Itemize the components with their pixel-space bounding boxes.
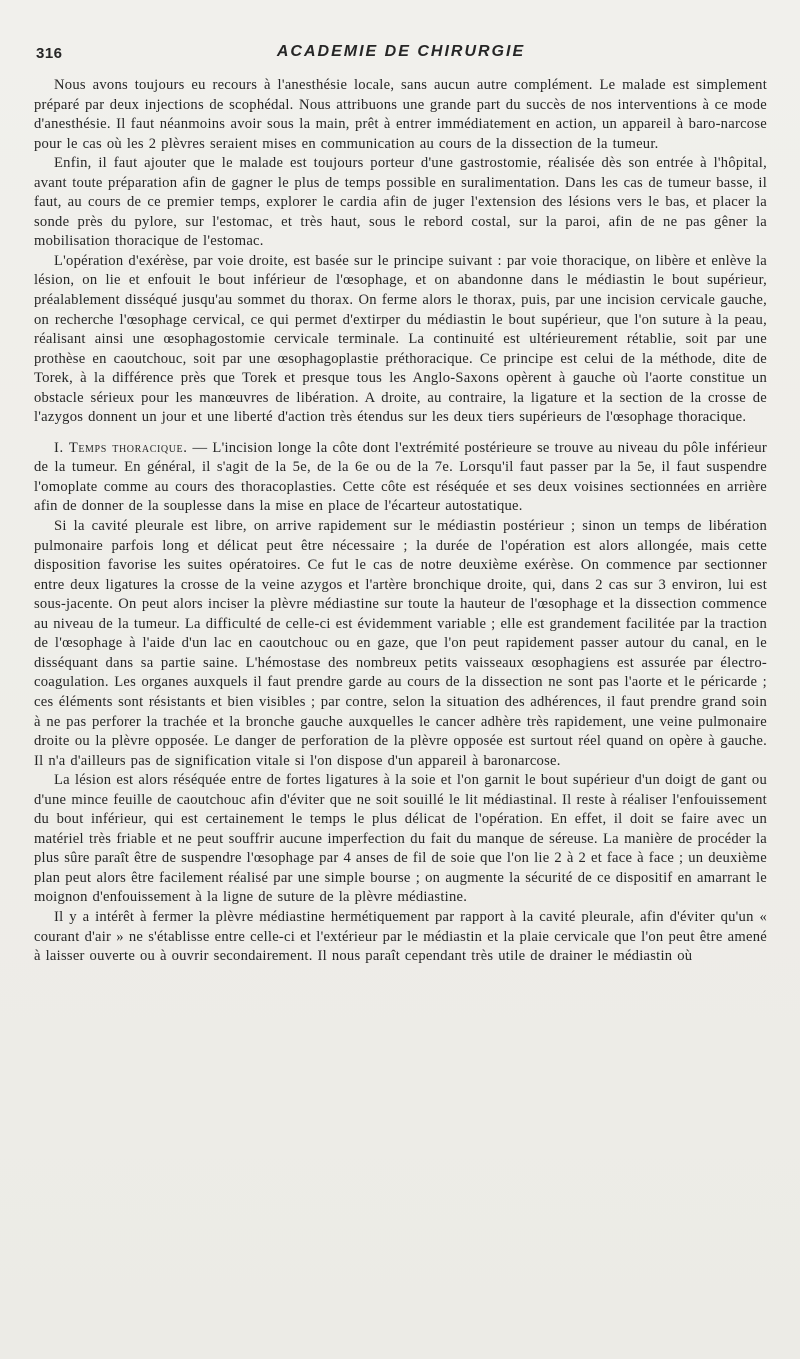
journal-title: ACADEMIE DE CHIRURGIE: [276, 43, 526, 60]
body-text: [34, 76, 767, 967]
paragraph-gastrostomy: Enfin, il faut ajouter que le malade est toujours porteur d'une gastrostomie, réalisée dès son entrée à l'hôpital, avant toute préparation afin de gagner le plus de temps possible en suralimentation. Dans les cas de tumeur basse, il faut, au cours de ce premier temps, explorer le cardia afin de juger l'extension des lésions vers le bas, et placer la sonde près du pylore, sur l'estomac, et très haut, sous le rebord costal, sur la paroi, afin de ne pas gêner la mobilisation thoracique de l'estomac.: [34, 155, 767, 250]
paragraph-mediastinal-pleura: Il y a intérêt à fermer la plèvre médiastine hermétiquement par rapport à la cavité pleurale, afin d'éviter qu'un « courant d'air » ne s'établisse entre celle-ci et l'extérieur par le médiastin et la plaie cervicale que l'on peut être amené à laisser ouverte ou à ouvrir secondairement. Il nous paraît cependant très utile de drainer le médiastin où: [34, 908, 767, 965]
paragraph-anesthesia: Nous avons toujours eu recours à l'anesthésie locale, sans aucun autre complément. Le malade est simplement préparé par deux injections de scophédal. Nous attribuons une grande part du succès de nos interventions à ce mode d'anesthésie. Il faut néanmoins avoir sous la main, prêt à entrer immédiatement en action, un appareil à baro-narcose pour le cas où les 2 plèvres seraient mises en communication au cours de la dissection de la tumeur.: [34, 77, 767, 152]
running-head: [36, 41, 766, 67]
page-number: 316: [36, 45, 63, 62]
section-heading: I. Temps thoracique.: [54, 439, 188, 456]
paragraph-exeresis-principle: L'opération d'exérèse, par voie droite, est basée sur le principe suivant : par voie thoracique, on libère et enlève la lésion, on lie et enfouit le bout inférieur de l'œsophage, et on abandonne dans le médiastin le bout supérieur, préalablement disséqué jusqu'au sommet du thorax. On ferme alors le thorax, puis, par une incision cervicale gauche, on recherche l'œsophage cervical, ce qui permet d'extirper du médiastin le bout supérieur, que l'on suture à la peau, réalisant ainsi une œsophagostomie cervicale terminale. La continuité est ultérieurement rétablie, soit par une prothèse en caoutchouc, soit par une œsophagoplastie préthoracique. Ce principe est celui de la méthode, dite de Torek, à la différence près que Torek et presque tous les Anglo-Saxons opèrent à gauche où l'aorte constitue un obstacle sérieux pour les manœuvres de libération. A droite, au contraire, la ligature et la section de la crosse de l'azygos donnent un jour et une liberté d'action très étendus sur les deux tiers supérieurs de l'œsophage thoracique.: [34, 252, 767, 426]
paragraph-thoracic-stage: [34, 439, 767, 517]
paragraph-pleural-cavity: Si la cavité pleurale est libre, on arrive rapidement sur le médiastin postérieur ; sinon un temps de libération pulmonaire parfois long et délicat peut être nécessaire ; la durée de l'opération est alors allongée, mais cette disposition favorise les suites opératoires. Ce fut le cas de notre deuxième exérèse. On commence par sectionner entre deux ligatures la crosse de la veine azygos et l'artère bronchique droite, qui, dans 2 cas sur 3 environ, lui est sous-jacente. On peut alors inciser la plèvre médiastine sur toute la hauteur de l'œsophage et la dissection commence au niveau de la tumeur. La difficulté de celle-ci est évidemment variable ; elle est grandement facilitée par la traction de l'œsophage à l'aide d'un lac en caoutchouc ou en gaze, que l'on peut rapidement passer autour du canal, en le disséquant dans sa partie saine. L'hémostase des nombreux petits vaisseaux œsophagiens est assurée par électro-coagulation. Les organes auxquels il faut prendre garde au cours de la dissection ne sont pas l'aorte et le péricarde ; ces éléments sont résistants et bien visibles ; par contre, selon la situation des adhérences, il faut prendre grand soin à ne pas perforer la trachée et la bronche gauche auxquelles le cancer adhère très rapidement, une veine pulmonaire droite ou la plèvre opposée. Le danger de perforation de la plèvre opposée est surtout réel quand on opère à gauche. Il n'a d'ailleurs pas de signification vitale si l'on dispose d'un appareil à baronarcose.: [34, 518, 767, 769]
section-text: — L'incision longe la côte dont l'extrémité postérieure se trouve au niveau du pôle inférieur de la tumeur. En général, il s'agit de la 5e, de la 6e ou de la 7e. Lorsqu'il faut passer par la 5e, il faut suspendre l'omoplate comme au cours des thoracoplasties. Cette côte est réséquée et ses deux voisines sectionnées en arrière afin de donner de la souplesse dans la mise en place de l'écarteur autostatique.: [34, 439, 767, 515]
paragraph-resection: La lésion est alors réséquée entre de fortes ligatures à la soie et l'on garnit le bout supérieur d'un doigt de gant ou d'une mince feuille de caoutchouc afin d'éviter que ne soit souillé le lit médiastinal. Il reste à réaliser l'enfouissement du bout inférieur, qui est certainement le temps le plus délicat de l'opération. En effet, il doit se faire avec un matériel très friable et ne peut souffrir aucune imperfection du fait du manque de séreuse. La manière de procéder la plus sûre paraît être de suspendre l'œsophage par 4 anses de fil de soie que l'on lie 2 à 2 et face à face ; un deuxième plan peut alors être facilement réalisé par une simple bourse ; on augmente la sécurité de ce dispositif en amarrant le moignon d'enfouissement à la ligne de suture de la plèvre médiastine.: [34, 772, 767, 906]
